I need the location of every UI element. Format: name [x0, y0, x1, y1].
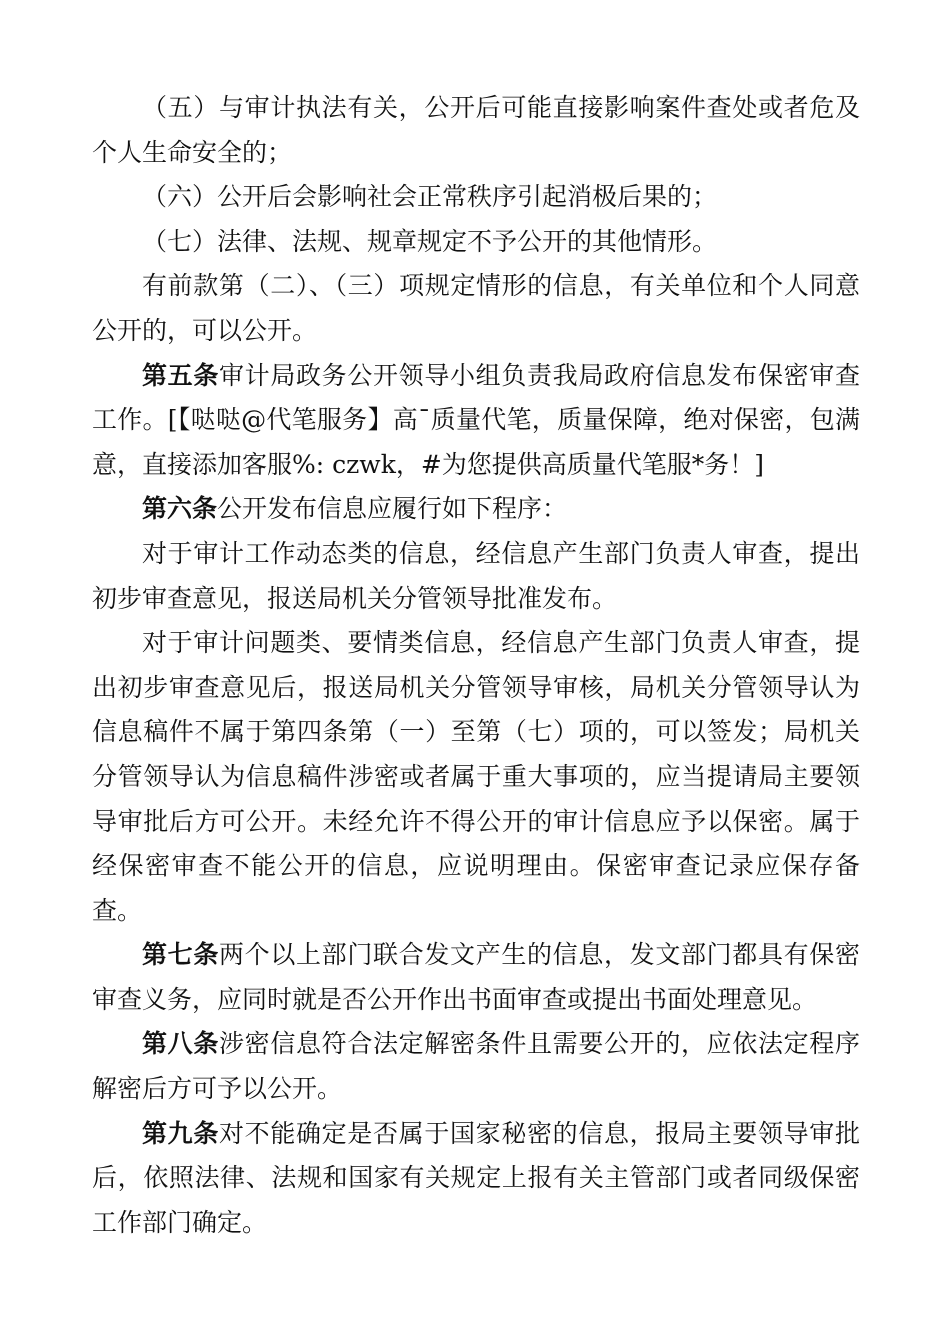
procedure-dynamic-paragraph — [92, 532, 860, 621]
procedure-issues-paragraph — [92, 621, 860, 933]
article-text: 审计局政务公开领导小组负责我局政府信息发布保密审查工作。[【哒哒@代笔服务】高¯质量代笔，质量保障，绝对保密，包满意，直接添加客服%: czwk，#为您提供高质量代笔服*务！] — [92, 360, 860, 479]
clause-text: （六）公开后会影响社会正常秩序引起消极后果的； — [142, 182, 718, 212]
article-nine-paragraph — [92, 1112, 860, 1246]
article-text: 涉密信息符合法定解密条件且需要公开的，应依法定程序解密后方可予以公开。 — [92, 1029, 860, 1104]
paragraph-text: 对于审计工作动态类的信息，经信息产生部门负责人审查，提出初步审查意见，报送局机关分管领导批准发布。 — [92, 538, 860, 613]
clause-six-paragraph — [92, 175, 860, 220]
article-five-paragraph — [92, 354, 860, 488]
article-text: 对不能确定是否属于国家秘密的信息，报局主要领导审批后，依照法律、法规和国家有关规定上报有关主管部门或者同级保密工作部门确定。 — [92, 1118, 860, 1237]
article-eight-paragraph — [92, 1022, 860, 1111]
article-number: 第七条 — [142, 940, 219, 970]
article-number: 第九条 — [142, 1118, 219, 1148]
article-seven-paragraph — [92, 933, 860, 1022]
article-text: 公开发布信息应履行如下程序： — [217, 494, 568, 524]
exception-paragraph — [92, 264, 860, 353]
clause-text: （七）法律、法规、规章规定不予公开的其他情形。 — [142, 226, 718, 256]
paragraph-text: 对于审计问题类、要情类信息，经信息产生部门负责人审查，提出初步审查意见后，报送局机关分管领导审核，局机关分管领导认为信息稿件不属于第四条第（一）至第（七）项的，可以签发；局机关分管领导认为信息稿件涉密或者属于重大事项的，应当提请局主要领导审批后方可公开。未经允许不得公开的审计信息应予以保密。属于经保密审查不能公开的信息，应说明理由。保密审查记录应保存备查。 — [92, 628, 860, 925]
paragraph-text: 有前款第（二）、（三）项规定情形的信息，有关单位和个人同意公开的，可以公开。 — [92, 271, 860, 345]
article-text: 两个以上部门联合发文产生的信息，发文部门都具有保密审查义务，应同时就是否公开作出书面审查或提出书面处理意见。 — [92, 940, 860, 1014]
clause-seven-paragraph — [92, 220, 860, 265]
clause-text: （五）与审计执法有关，公开后可能直接影响案件查处或者危及个人生命安全的； — [92, 93, 860, 167]
article-six-paragraph — [92, 487, 860, 532]
clause-five-paragraph — [92, 86, 860, 175]
article-number: 第五条 — [142, 360, 219, 390]
article-number: 第八条 — [142, 1029, 219, 1059]
document-body — [92, 86, 860, 1245]
article-number: 第六条 — [142, 494, 218, 524]
